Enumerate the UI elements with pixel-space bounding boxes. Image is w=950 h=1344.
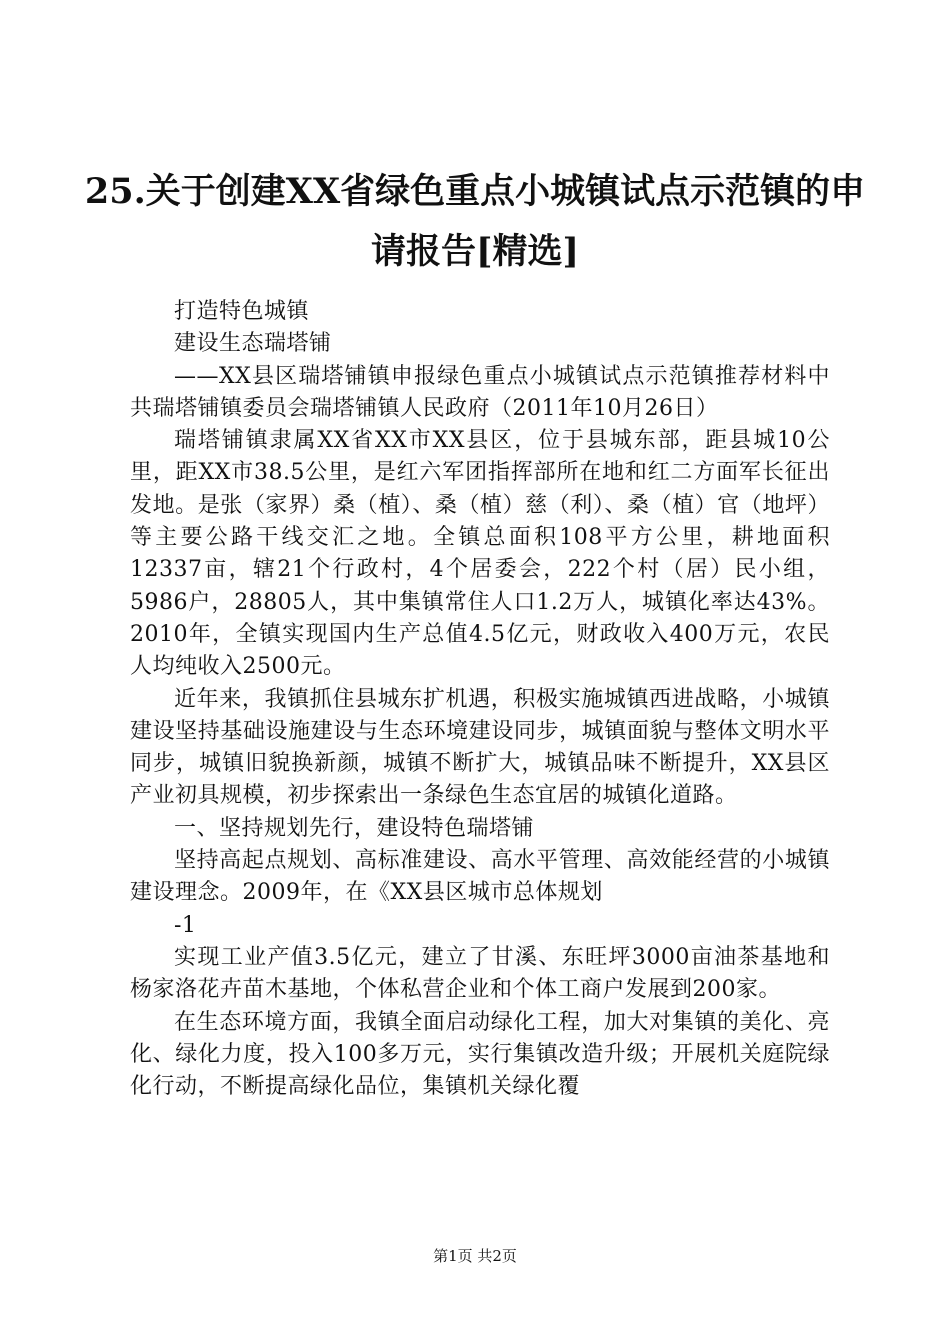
document-body [130,296,830,1103]
paragraph: 近年来，我镇抓住县城东扩机遇，积极实施城镇西进战略，小城镇建设坚持基础设施建设与生态环境建设同步，城镇面貌与整体文明水平同步，城镇旧貌换新颜，城镇不断扩大，城镇品味不断提升，XX县区产业初具规模，初步探索出一条绿色生态宜居的城镇化道路。 [130,686,830,809]
paragraph: ——XX县区瑞塔铺镇申报绿色重点小城镇试点示范镇推荐材料中共瑞塔铺镇委员会瑞塔铺镇人民政府（2011年10月26日） [130,363,830,421]
paragraph: 坚持高起点规划、高标准建设、高水平管理、高效能经营的小城镇建设理念。2009年，在《XX县区城市总体规划 [130,848,830,906]
paragraph: 瑞塔铺镇隶属XX省XX市XX县区，位于县城东部，距县城10公里，距XX市38.5公里，是红六军团指挥部所在地和红二方面军长征出发地。是张（家界）桑（植）、桑（植）慈（利）、桑（植）官（地坪）等主要公路干线交汇之地。全镇总面积108平方公里，耕地面积12337亩，辖21个行政村，4个居委会，222个村（居）民小组，5986户，28805人，其中集镇常住人口1.2万人，城镇化率达43%。2010年，全镇实现国内生产总值4.5亿元，财政收入400万元，农民人均纯收入2500元。 [130,428,830,680]
page-marker: -1 [174,912,197,938]
page-footer: 第1页 共2页 [433,1247,517,1265]
paragraph: 建设生态瑞塔铺 [174,331,332,357]
document-title: 25.关于创建XX省绿色重点小城镇试点示范镇的申请报告[精选] [84,171,866,272]
paragraph: 实现工业产值3.5亿元，建立了甘溪、东旺坪3000亩油茶基地和杨家洛花卉苗木基地，个体私营企业和个体工商户发展到200家。 [130,944,830,1003]
paragraph: 在生态环境方面，我镇全面启动绿化工程，加大对集镇的美化、亮化、绿化力度，投入100多万元，实行集镇改造升级；开展机关庭院绿化行动，不断提高绿化品位，集镇机关绿化覆 [130,1009,830,1100]
section-heading: 一、坚持规划先行，建设特色瑞塔铺 [174,815,535,841]
paragraph: 打造特色城镇 [174,299,310,324]
